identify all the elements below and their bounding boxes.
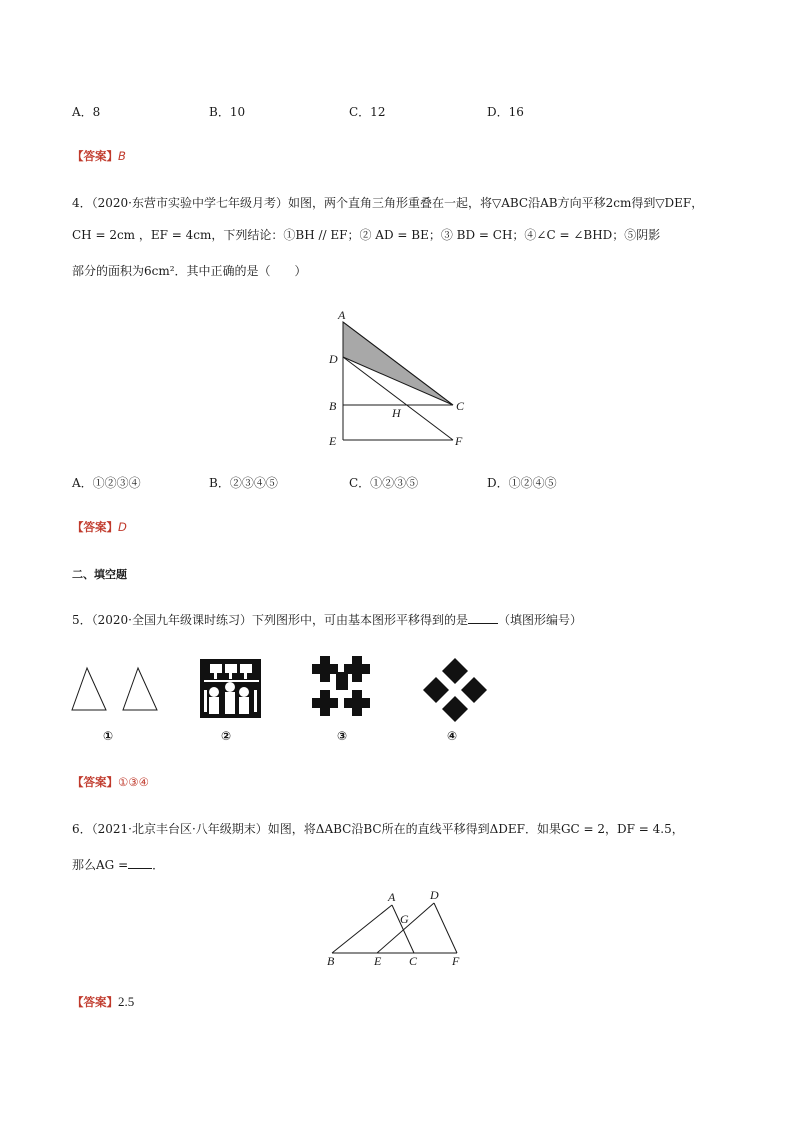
q3-answer: [72, 148, 126, 164]
q5-question-tail: （填图形编号）: [498, 613, 583, 627]
answer-blank: [468, 613, 498, 624]
q5-answer: [72, 774, 149, 790]
answer-value: ①③④: [118, 775, 149, 789]
white-figures-row-1: [210, 664, 252, 679]
q3-option-b: B．10: [209, 105, 246, 119]
q5-fig-label-4: ④: [447, 729, 458, 743]
point-c-label: C: [456, 399, 465, 413]
line-df: [434, 903, 457, 953]
q4-line-3: 部分的面积为6cm²．其中正确的是（ ）: [72, 264, 307, 278]
answer-label: 【答案】: [72, 995, 118, 1009]
q4-option-a: A．①②③④: [72, 476, 141, 490]
q6-line-2: [72, 856, 164, 873]
point-g-label: G: [400, 912, 409, 926]
answer-value: D: [118, 520, 127, 534]
q4-option-c: C．①②③⑤: [349, 476, 419, 490]
point-f-label: F: [452, 954, 460, 968]
q4-line-2: CH = 2cm ，EF = 4cm，下列结论：①BH // EF；② AD = BE；③ BD = CH；④∠C = ∠BHD；⑤阴影: [72, 228, 661, 242]
q3-option-c: C．12: [349, 105, 386, 119]
q6-line-2-pre: 那么AG =: [72, 858, 129, 872]
answer-label: 【答案】: [72, 775, 118, 789]
q5-question: 5．（2020·全国九年级课时练习）下列图形中，可由基本图形平移得到的是: [72, 613, 468, 627]
q6-line-2-post: ．: [152, 858, 165, 872]
q5-figure-4: [422, 657, 488, 723]
point-f-label: F: [455, 434, 463, 448]
q5-figure-2: [200, 659, 262, 719]
q4-triangle-figure: [320, 305, 480, 455]
q6-triangle-figure: [322, 885, 472, 970]
q6-line-1: 6．（2021·北京丰台区·八年级期末）如图，将ΔABC沿BC所在的直线平移得到ΔDEF．如果GC = 2，DF = 4.5，: [72, 822, 684, 836]
q3-option-a: A．8: [72, 105, 101, 119]
point-e-label: E: [374, 954, 382, 968]
q4-option-d: D．①②④⑤: [487, 476, 557, 490]
q4-answer: [72, 519, 127, 535]
q5-fig-label-3: ③: [337, 729, 348, 743]
diamond-shapes: [423, 658, 487, 722]
q5-figure-1: [68, 665, 160, 715]
answer-value: 2.5: [118, 994, 135, 1009]
cross-shapes: [312, 656, 370, 716]
q3-option-d: D．16: [487, 105, 524, 119]
q4-line-1: 4．（2020·东营市实验中学七年级月考）如图，两个直角三角形重叠在一起，将▽ABC沿AB方向平移2cm得到▽DEF，: [72, 196, 704, 210]
point-b-label: B: [327, 954, 335, 968]
point-b-label: B: [329, 399, 337, 413]
point-a-label: A: [338, 308, 346, 322]
answer-value: B: [118, 149, 126, 163]
point-c-label: C: [409, 954, 418, 968]
q5-figure-3: [312, 656, 378, 722]
triangle-shape: [72, 668, 106, 710]
answer-label: 【答案】: [72, 149, 118, 163]
section-title: 二、填空题: [72, 568, 127, 581]
q5-text: [72, 611, 582, 628]
point-e-label: E: [329, 434, 337, 448]
q5-fig-label-2: ②: [221, 729, 232, 743]
line-ab: [332, 905, 392, 953]
answer-label: 【答案】: [72, 520, 118, 534]
point-d-label: D: [430, 888, 439, 902]
point-a-label: A: [388, 890, 396, 904]
triangle-shape: [123, 668, 157, 710]
q6-answer: [72, 994, 134, 1010]
point-d-label: D: [329, 352, 338, 366]
q4-option-b: B．②③④⑤: [209, 476, 278, 490]
q5-fig-label-1: ①: [103, 729, 114, 743]
point-h-label: H: [392, 406, 401, 420]
answer-blank: [128, 858, 152, 869]
